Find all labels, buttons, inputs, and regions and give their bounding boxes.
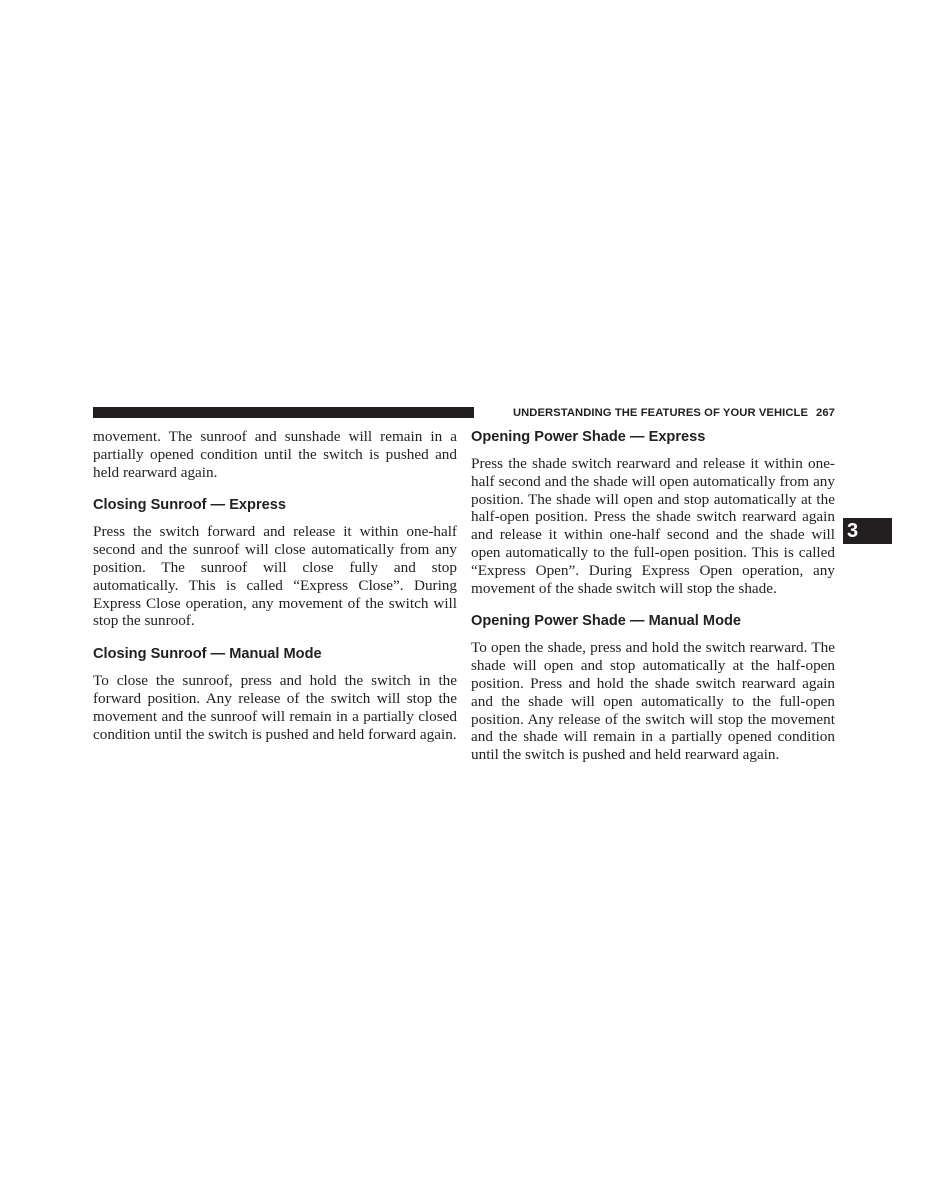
header-title: UNDERSTANDING THE FEATURES OF YOUR VEHICLE	[512, 407, 809, 419]
header-rule	[93, 407, 474, 418]
running-header	[484, 405, 835, 421]
section-heading-closing-express: Closing Sunroof — Express	[93, 497, 286, 514]
section-body-opening-manual: To open the shade, press and hold the switch rearward. The shade will open and stop automatically at the half-open position. Press and hold the shade switch rearward again and the shade will open automatically to the full-open position. Any release of the switch will stop the movement and the shade will remain in a partially opened condition until the switch is pushed and held rearward again.	[471, 639, 835, 764]
section-heading-opening-manual: Opening Power Shade — Manual Mode	[471, 613, 742, 630]
page-number: 267	[816, 407, 835, 419]
section-heading-opening-express: Opening Power Shade — Express	[471, 429, 706, 445]
right-column	[471, 428, 835, 764]
section-body-opening-express: Press the shade switch rearward and release it within one-half second and the shade will open automatically from any position. The shade will open and stop automatically at the half-open position. Press the shade switch rearward again and release it within one-half second and the shade will open automatically to the full-open position. This is called “Express Open”. During Express Open operation, any movement of the shade switch will stop the shade.	[471, 455, 835, 597]
section-heading-closing-manual: Closing Sunroof — Manual Mode	[93, 646, 322, 663]
section-body-closing-express: Press the switch forward and release it within one-half second and the sunroof will close automatically from any position. The sunroof will close fully and stop automatically. This is called “Express Close”. During Express Close operation, any movement of the switch will stop the sunroof.	[93, 523, 457, 630]
continued-paragraph: movement. The sunroof and sunshade will remain in a partially opened condition until the switch is pushed and held rearward again.	[93, 428, 457, 481]
left-column	[93, 428, 457, 743]
section-body-closing-manual: To close the sunroof, press and hold the switch in the forward position. Any release of the switch will stop the movement and the sunroof will remain in a partially closed condition until the switch is pushed and held forward again.	[93, 672, 457, 743]
chapter-tab: 3	[843, 518, 892, 544]
